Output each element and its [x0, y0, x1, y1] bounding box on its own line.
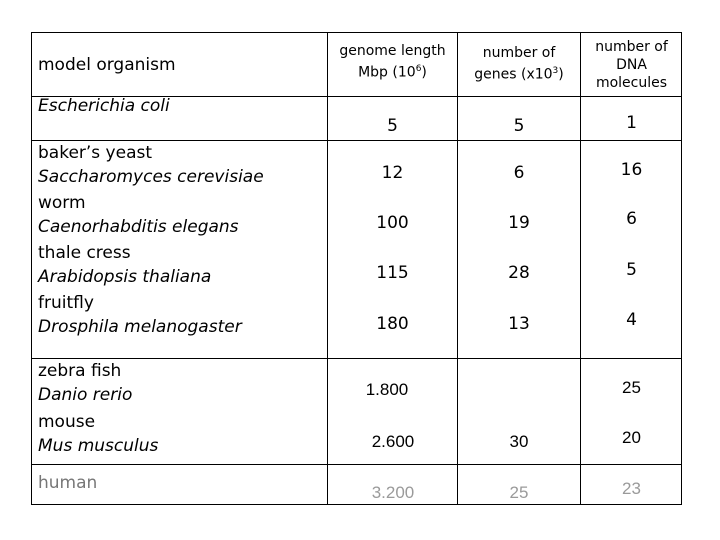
yeast-dna: 16 [620, 160, 643, 180]
mouse-dna: 20 [622, 428, 641, 447]
organism-cress [38, 243, 211, 287]
organism-yeast-common: baker’s yeast [38, 143, 153, 163]
organism-yeast-latin: Saccharomyces cerevisiae [38, 167, 264, 187]
human-dna: 23 [622, 479, 641, 498]
organism-ecoli-latin: Escherichia coli [38, 96, 170, 116]
organism-worm-common: worm [38, 193, 86, 213]
organism-yeast [38, 143, 264, 187]
organism-worm [38, 193, 239, 237]
organism-fruitfly [38, 293, 242, 337]
header-dna-line2: DNA [616, 57, 647, 73]
zebrafish-genome-length: 1.800 [365, 380, 409, 399]
organism-zebrafish-latin: Danio rerio [38, 385, 133, 405]
header-number-of-genes [458, 44, 580, 84]
row-rule-ecoli [31, 140, 682, 141]
header-genome-length [328, 42, 457, 82]
header-model-organism: model organism [38, 55, 176, 75]
mouse-genome-length: 2.600 [371, 432, 415, 451]
fruitfly-dna: 4 [626, 310, 637, 330]
fruitfly-genes: 13 [508, 314, 530, 334]
organism-worm-latin: Caenorhabditis elegans [38, 217, 239, 237]
organism-human: human [38, 473, 98, 493]
mouse-genes: 30 [509, 432, 529, 451]
header-genes-label: number of [482, 45, 556, 61]
worm-genome-length: 100 [376, 213, 409, 233]
yeast-genome-length: 12 [381, 163, 404, 183]
cress-dna: 5 [626, 260, 637, 280]
header-dna-molecules [581, 38, 682, 92]
header-dna-line3: molecules [595, 75, 668, 91]
organism-ecoli [38, 96, 170, 116]
organism-zebrafish-common: zebra fish [38, 361, 122, 381]
ecoli-genome-length: 5 [387, 116, 398, 136]
worm-genes: 19 [508, 213, 530, 233]
cress-genome-length: 115 [376, 263, 409, 283]
row-rule-eukaryotes [31, 358, 682, 359]
organism-mouse-latin: Mus musculus [38, 436, 159, 456]
organism-cress-latin: Arabidopsis thaliana [38, 267, 212, 287]
organism-fruitfly-common: fruitfly [38, 293, 94, 313]
fruitfly-genome-length: 180 [376, 314, 409, 334]
organism-mouse-common: mouse [38, 412, 96, 432]
organism-mouse [38, 412, 158, 456]
ecoli-dna: 1 [626, 113, 637, 133]
row-rule-vertebrates [31, 464, 682, 465]
header-genome-length-label: genome length [339, 43, 446, 59]
human-genes: 25 [509, 483, 529, 502]
cress-genes: 28 [508, 263, 530, 283]
human-genome-length: 3.200 [371, 483, 415, 502]
worm-dna: 6 [626, 209, 637, 229]
header-genes-unit: genes $(x10^3)$ [474, 66, 564, 83]
organism-zebrafish [38, 361, 132, 405]
ecoli-genes: 5 [513, 116, 525, 136]
yeast-genes: 6 [513, 163, 525, 183]
zebrafish-dna: 25 [622, 378, 641, 397]
organism-fruitfly-latin: Drosphila melanogaster [38, 317, 242, 337]
header-dna-line1: number of [595, 39, 668, 55]
organism-cress-common: thale cress [38, 243, 131, 263]
header-genome-length-unit: Mbp $(10^6)$ [358, 64, 427, 81]
